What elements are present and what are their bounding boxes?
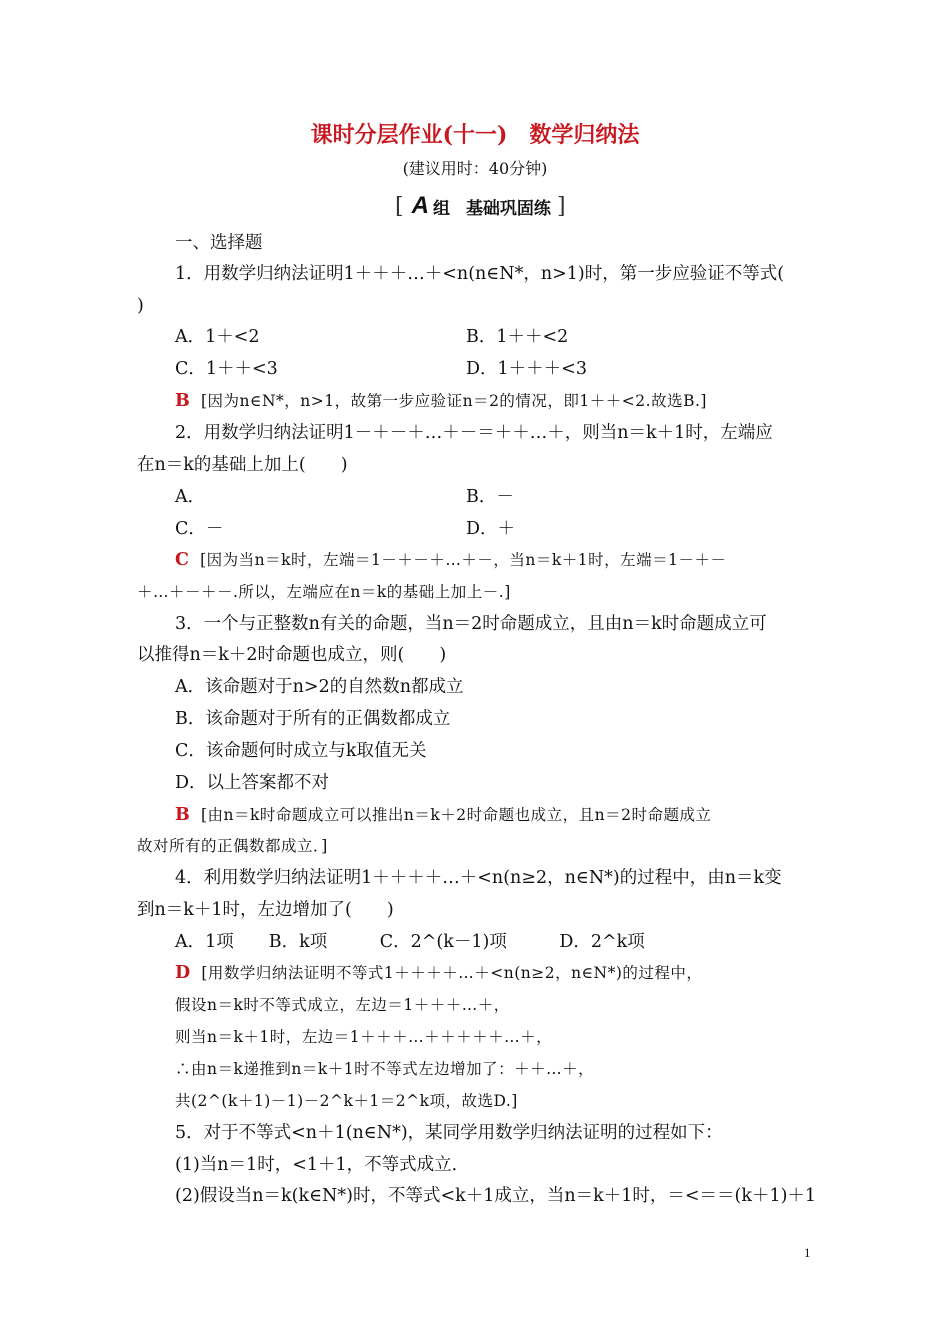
q1-option-d: D．1＋＋＋<3 (466, 359, 587, 379)
group-bracket-right: ] (556, 193, 566, 219)
page-number: 1 (804, 1245, 811, 1260)
q4-answer: D (175, 963, 191, 983)
q3-option-c: C．该命题何时成立与k取值无关 (175, 741, 427, 761)
q3-option-b: B．该命题对于所有的正偶数都成立 (175, 709, 451, 729)
q4-explanation-line2: 假设n＝k时不等式成立，左边＝1＋＋＋…＋， (175, 996, 510, 1014)
q4-explanation-line1: [用数学归纳法证明不等式1＋＋＋＋…＋<n(n≥2，n∈N*)的过程中， (201, 964, 703, 982)
q1-option-c: C．1＋＋<3 (175, 359, 278, 379)
q2-stem-line2: 在n＝k的基础上加上( ) (137, 455, 348, 475)
page-title: 课时分层作业(十一) 数学归纳法 (310, 122, 640, 148)
q3-answer: B (175, 805, 190, 825)
q4-explanation-line3: 则当n＝k＋1时，左边＝1＋＋＋…＋＋＋＋＋…＋， (175, 1028, 553, 1046)
group-name: 基础巩固练 (465, 198, 551, 219)
q2-explanation-line1: [因为当n＝k时，左端＝1－＋－＋…＋－，当n＝k＋1时，左端＝1－＋－ (200, 551, 727, 569)
q4-stem-line1: 4．利用数学归纳法证明1＋＋＋＋…＋<n(n≥2，n∈N*)的过程中，由n＝k变 (175, 868, 782, 888)
q2-option-b: B．－ (466, 487, 514, 507)
q3-option-a: A．该命题对于n>2的自然数n都成立 (175, 677, 464, 697)
q3-stem-line1: 3．一个与正整数n有关的命题，当n＝2时命题成立，且由n＝k时命题成立可 (175, 614, 767, 634)
section-heading: 一、选择题 (175, 233, 263, 253)
q5-stem: 5．对于不等式<n＋1(n∈N*)，某同学用数学归纳法证明的过程如下： (175, 1123, 723, 1143)
q3-explanation-line2: 故对所有的正偶数都成立．] (137, 837, 328, 855)
q5-step2: (2)假设当n＝k(k∈N*)时，不等式<k＋1成立，当n＝k＋1时，＝<＝＝(k＋1)＋1 (175, 1186, 817, 1206)
q3-explanation-line1: [由n＝k时命题成立可以推出n＝k＋2时命题也成立，且n＝2时命题成立 (200, 806, 712, 824)
group-bracket-left: [ (395, 193, 404, 219)
q1-stem-line2: ) (137, 296, 144, 316)
q2-option-d: D．＋ (466, 519, 516, 539)
q3-option-d: D．以上答案都不对 (175, 773, 330, 793)
q2-option-a: A． (175, 487, 206, 507)
q1-option-a: A．1＋<2 (175, 327, 260, 347)
q1-option-b: B．1＋＋<2 (466, 327, 569, 347)
group-heading (395, 193, 566, 219)
q4-options: A．1项 B．k项 C．2^(k－1)项 D．2^k项 (175, 932, 645, 952)
q2-answer: C (175, 550, 189, 570)
q4-answer-line (175, 961, 702, 985)
group-label: 组 (432, 198, 450, 219)
q2-option-c: C．－ (175, 519, 224, 539)
q3-stem-line2: 以推得n＝k＋2时命题也成立，则( ) (137, 645, 447, 665)
q1-explanation: [因为n∈N*，n>1，故第一步应验证n＝2的情况，即1＋＋<2.故选B.] (200, 392, 707, 410)
q3-answer-line (175, 803, 711, 827)
q4-explanation-line4: ∴由n＝k递推到n＝k＋1时不等式左边增加了：＋＋…＋， (175, 1060, 595, 1078)
suggested-time: (建议用时：40分钟) (402, 159, 548, 178)
q1-answer: B (175, 391, 190, 411)
q1-stem-line1: 1．用数学归纳法证明1＋＋＋…＋<n(n∈N*，n>1)时，第一步应验证不等式( (175, 264, 785, 284)
q5-step1: (1)当n＝1时，<1＋1，不等式成立． (175, 1155, 470, 1175)
group-letter: A (411, 192, 429, 219)
q2-answer-line (175, 548, 726, 572)
q2-explanation-line2: ＋…＋－＋－.所以，左端应在n＝k的基础上加上－.] (137, 583, 511, 601)
q4-stem-line2: 到n＝k＋1时，左边增加了( ) (137, 900, 394, 920)
q4-explanation-line5: 共(2^(k＋1)－1)－2^k＋1＝2^k项，故选D.] (175, 1092, 518, 1110)
q1-answer-line (175, 389, 707, 413)
q2-stem-line1: 2．用数学归纳法证明1－＋－＋…＋－＝＋＋…＋，则当n＝k＋1时，左端应 (175, 423, 773, 443)
